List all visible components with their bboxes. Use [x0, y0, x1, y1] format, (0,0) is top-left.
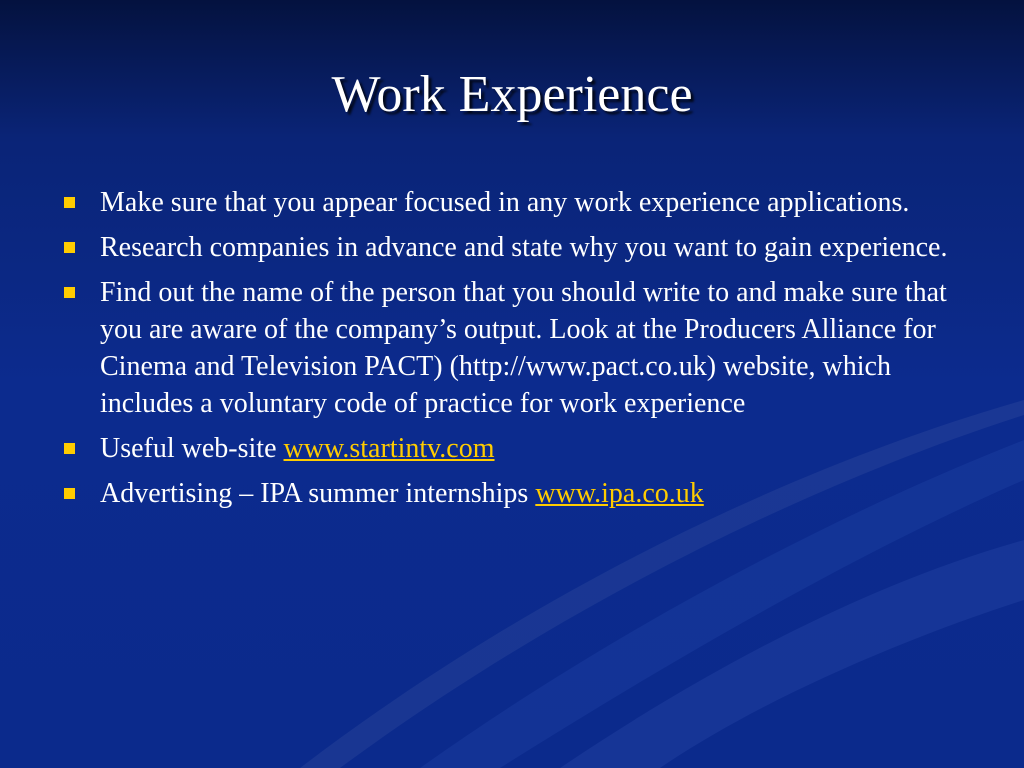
- bullet-text: Research companies in advance and state why you want to gain experience.: [100, 232, 948, 263]
- slide-title: Work Experience: [331, 66, 693, 123]
- bullet-square-icon: [64, 443, 75, 454]
- bullet-square-icon: [64, 197, 75, 208]
- ipa-link[interactable]: www.ipa.co.uk: [535, 478, 704, 509]
- bullet-square-icon: [64, 287, 75, 298]
- bullet-text: Find out the name of the person that you should write to and make sure that you are aware of the company’s output. Look at the Producers Alliance for Cinema and Television PACT) (http://www.pact.co.uk) website, which includes a voluntary code of practice for work experience: [100, 277, 947, 419]
- startintv-link[interactable]: www.startintv.com: [283, 433, 495, 464]
- bullet-text: Make sure that you appear focused in any work experience applications.: [100, 187, 910, 218]
- bullet-item-find-person-name: [62, 274, 962, 422]
- bullet-item-focused-applications: [62, 184, 962, 221]
- bullet-text: Advertising – IPA summer internships: [100, 478, 536, 509]
- bullet-item-research-companies: [62, 229, 962, 266]
- bullet-text: Useful web-site: [100, 433, 284, 464]
- bullet-square-icon: [64, 242, 75, 253]
- bullet-item-useful-website: [62, 430, 962, 467]
- bullet-list: [62, 184, 962, 520]
- bullet-item-advertising-ipa: [62, 475, 962, 512]
- bullet-square-icon: [64, 488, 75, 499]
